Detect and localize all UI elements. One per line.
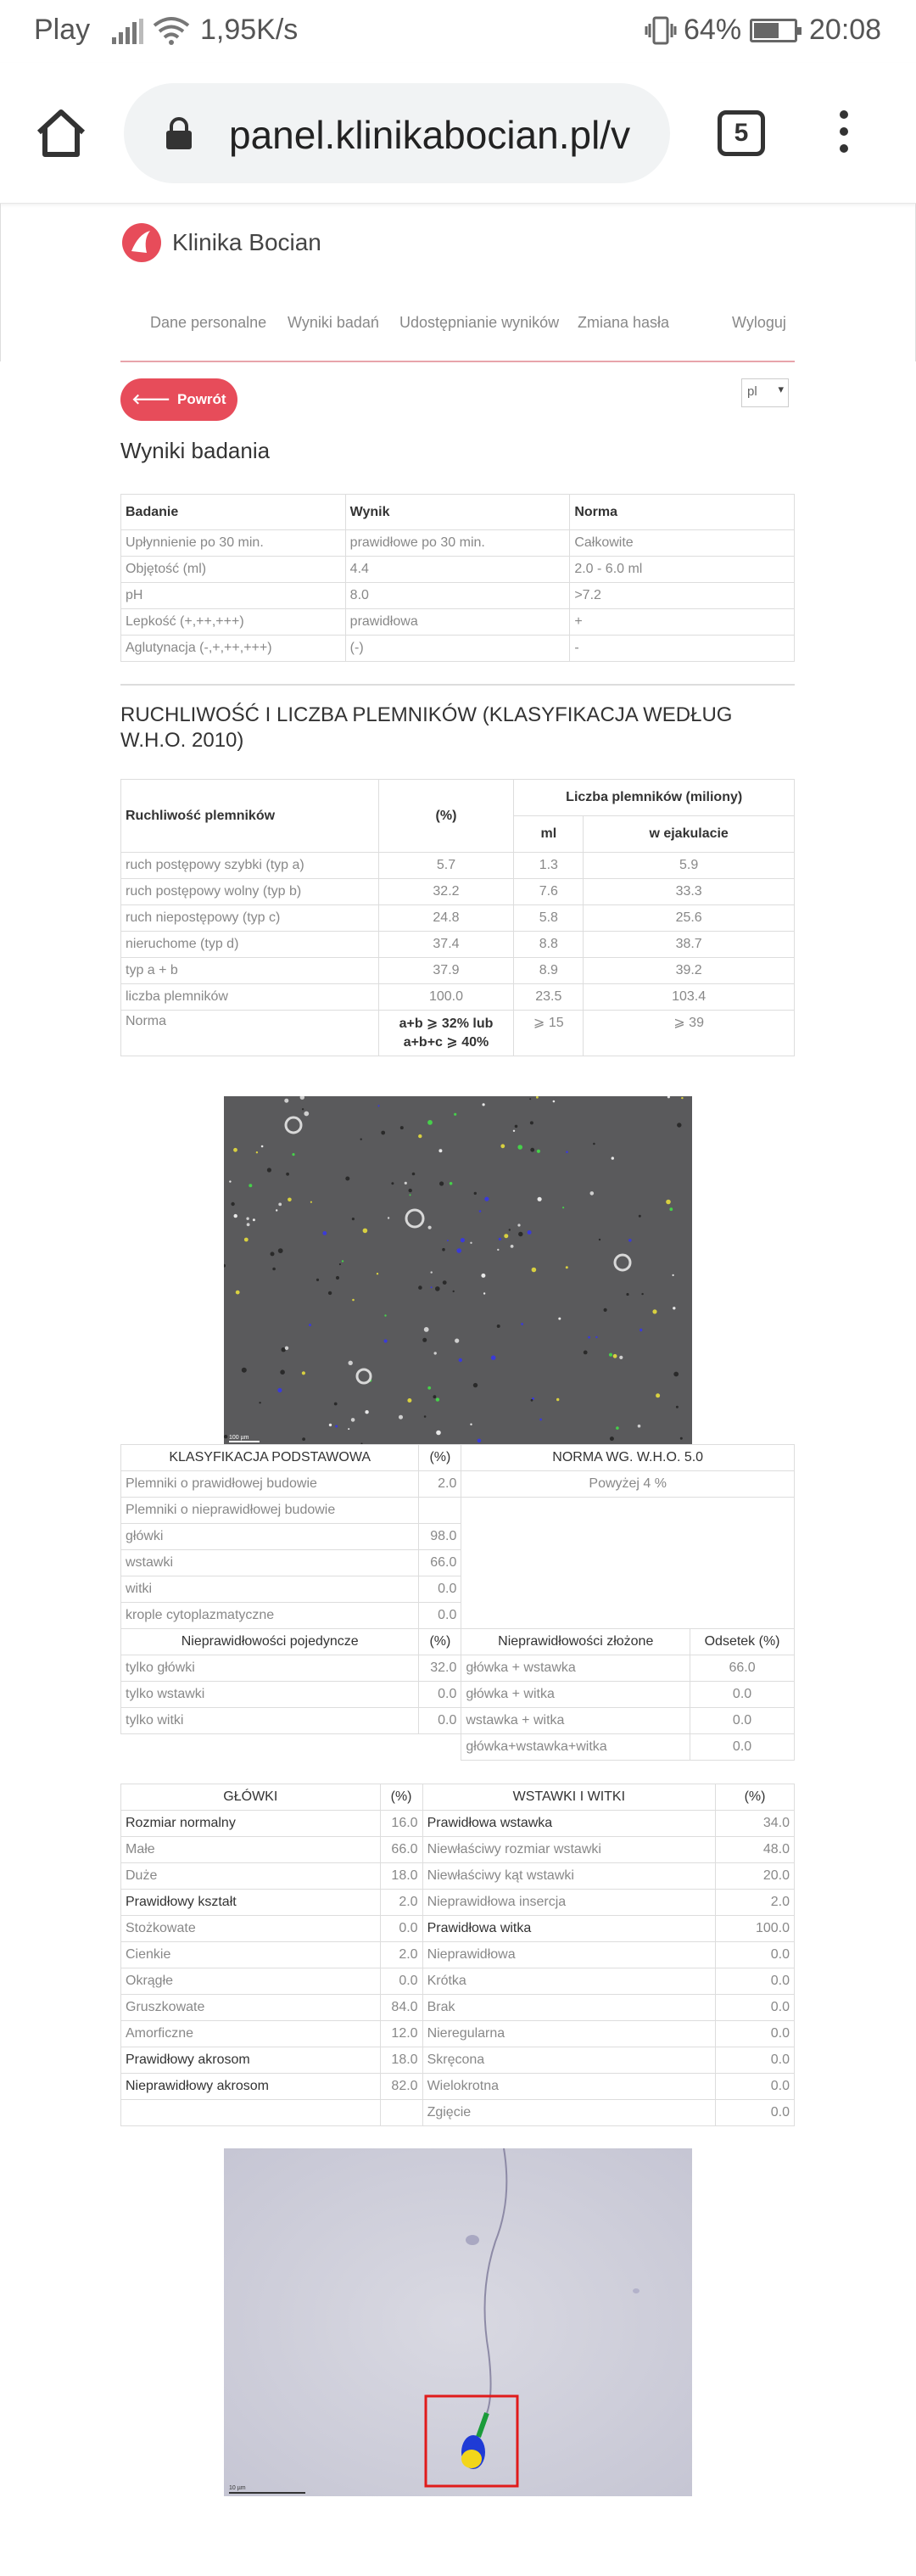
head-value: 12.0: [380, 2021, 422, 2047]
table-row: [121, 557, 795, 583]
more-menu-icon[interactable]: [831, 107, 857, 161]
motility-ml: 1.3: [514, 853, 584, 879]
header-ejaculate: w ejakulacie: [584, 816, 795, 853]
test-name: Lepkość (+,++,+++): [121, 609, 346, 636]
morphology-basic-table: [120, 1444, 795, 1761]
single-label: tylko wstawki: [121, 1682, 419, 1708]
url-text[interactable]: panel.klinikabocian.pl/v: [229, 113, 631, 157]
logo-text: Klinika Bocian: [172, 229, 321, 255]
nav-logout[interactable]: Wyloguj: [732, 314, 786, 331]
motility-ml: 23.5: [514, 984, 584, 1011]
motility-ml: 8.9: [514, 958, 584, 984]
complex-label: główka+wstawka+witka: [461, 1734, 690, 1761]
single-label: tylko witki: [121, 1708, 419, 1734]
nav-change-password[interactable]: Zmiana hasła: [578, 314, 670, 331]
test-name: pH: [121, 583, 346, 609]
head-label: Amorficzne: [121, 2021, 381, 2047]
part-label: wstawki: [121, 1550, 419, 1576]
midpiece-value: 0.0: [716, 2100, 795, 2126]
header-divider: [120, 361, 795, 362]
motility-label: ruch postępowy szybki (typ a): [121, 853, 379, 879]
head-value: [380, 2100, 422, 2126]
midpiece-label: Prawidłowa witka: [422, 1916, 716, 1942]
test-result: prawidłowe po 30 min.: [345, 530, 570, 557]
header-complex-abnormalities: Nieprawidłowości złożone: [461, 1629, 690, 1655]
wifi-icon: [153, 15, 190, 46]
stork-logo-icon: [121, 222, 162, 263]
head-value: 0.0: [380, 1968, 422, 1995]
header-result: Wynik: [345, 495, 570, 530]
clinic-logo[interactable]: [121, 222, 321, 263]
midpiece-value: 0.0: [716, 1942, 795, 1968]
test-norm: +: [570, 609, 795, 636]
nav-results[interactable]: Wyniki badań: [288, 314, 379, 331]
header-midpieces-tails: WSTAWKI I WITKI: [422, 1784, 716, 1811]
motility-pct: 37.4: [378, 932, 514, 958]
signal-icon: [112, 19, 143, 44]
clock: 20:08: [809, 14, 882, 46]
midpiece-label: Nieprawidłowa: [422, 1942, 716, 1968]
midpiece-label: Brak: [422, 1995, 716, 2021]
single-value: 0.0: [419, 1682, 461, 1708]
midpiece-label: Niewłaściwy kąt wstawki: [422, 1863, 716, 1890]
network-speed: 1,95K/s: [200, 14, 299, 46]
head-value: 18.0: [380, 1863, 422, 1890]
header-pct: (%): [716, 1784, 795, 1811]
head-label: Gruszkowate: [121, 1995, 381, 2021]
single-value: 32.0: [419, 1655, 461, 1682]
motility-pct: 32.2: [378, 879, 514, 905]
scale-bar-label: 10 µm: [229, 2485, 246, 2491]
table-row: [121, 636, 795, 662]
who-norm-value: Powyżej 4 %: [461, 1471, 795, 1498]
motility-label: nieruchome (typ d): [121, 932, 379, 958]
table-row: [121, 2074, 795, 2100]
midpiece-value: 0.0: [716, 2021, 795, 2047]
language-select[interactable]: pl ▾: [741, 378, 789, 407]
status-bar: [0, 0, 916, 63]
test-result: (-): [345, 636, 570, 662]
table-row: [121, 1734, 795, 1761]
home-icon[interactable]: [32, 104, 90, 161]
header-pct: (%): [419, 1445, 461, 1471]
head-label: Nieprawidłowy akrosom: [121, 2074, 381, 2100]
head-value: 66.0: [380, 1837, 422, 1863]
header-heads: GŁÓWKI: [121, 1784, 381, 1811]
header-ml: ml: [514, 816, 584, 853]
motility-section-title: RUCHLIWOŚĆ I LICZBA PLEMNIKÓW (KLASYFIKACJA WEDŁUG W.H.O. 2010): [120, 703, 733, 752]
complex-label: główka + witka: [461, 1682, 690, 1708]
scale-bar: [229, 1441, 260, 1442]
midpiece-label: Krótka: [422, 1968, 716, 1995]
part-label: krople cytoplazmatyczne: [121, 1603, 419, 1629]
table-row: [121, 958, 795, 984]
head-value: 2.0: [380, 1890, 422, 1916]
norm-ml: ⩾ 15: [514, 1011, 584, 1056]
table-row: [121, 1011, 795, 1056]
test-result: prawidłowa: [345, 609, 570, 636]
abnormal-morphology-label: Plemniki o nieprawidłowej budowie: [121, 1498, 419, 1524]
back-button[interactable]: [120, 378, 237, 421]
head-label: Okrągłe: [121, 1968, 381, 1995]
table-header-row: [121, 1445, 795, 1471]
normal-morphology-value: 2.0: [419, 1471, 461, 1498]
midpiece-label: Zgięcie: [422, 2100, 716, 2126]
header-pct: (%): [380, 1784, 422, 1811]
single-sperm-image: [224, 2148, 692, 2496]
head-label: Cienkie: [121, 1942, 381, 1968]
table-row: [121, 1498, 795, 1524]
table-row: [121, 905, 795, 932]
midpiece-value: 0.0: [716, 1995, 795, 2021]
table-row: [121, 2021, 795, 2047]
head-value: 16.0: [380, 1811, 422, 1837]
norm-label: Norma: [121, 1011, 379, 1056]
motility-label: liczba plemników: [121, 984, 379, 1011]
table-row: [121, 2100, 795, 2126]
motility-ejaculate: 38.7: [584, 932, 795, 958]
header-pct: (%): [419, 1629, 461, 1655]
single-value: 0.0: [419, 1708, 461, 1734]
motility-label: typ a + b: [121, 958, 379, 984]
motility-pct: 24.8: [378, 905, 514, 932]
motility-ejaculate: 5.9: [584, 853, 795, 879]
table-header-row: [121, 1784, 795, 1811]
head-label: Rozmiar normalny: [121, 1811, 381, 1837]
section-divider: [120, 684, 795, 686]
motility-ml: 5.8: [514, 905, 584, 932]
complex-value: 66.0: [690, 1655, 795, 1682]
motility-ejaculate: 39.2: [584, 958, 795, 984]
header-motility: Ruchliwość plemników: [121, 780, 379, 853]
head-value: 0.0: [380, 1916, 422, 1942]
midpiece-value: 2.0: [716, 1890, 795, 1916]
midpiece-value: 48.0: [716, 1837, 795, 1863]
table-row: [121, 1968, 795, 1995]
motility-label: ruch niepostępowy (typ c): [121, 905, 379, 932]
complex-value: 0.0: [690, 1734, 795, 1761]
motility-ejaculate: 33.3: [584, 879, 795, 905]
test-norm: Całkowite: [570, 530, 795, 557]
head-value: 82.0: [380, 2074, 422, 2100]
norm-ejaculate: ⩾ 39: [584, 1011, 795, 1056]
header-single-abnormalities: Nieprawidłowości pojedyncze: [121, 1629, 419, 1655]
complex-label: wstawka + witka: [461, 1708, 690, 1734]
table-row: [121, 1811, 795, 1837]
battery-fill: [754, 23, 779, 38]
complex-value: 0.0: [690, 1682, 795, 1708]
test-name: Upłynnienie po 30 min.: [121, 530, 346, 557]
table-row: [121, 879, 795, 905]
test-norm: >7.2: [570, 583, 795, 609]
motility-ejaculate: 25.6: [584, 905, 795, 932]
table-row: [121, 530, 795, 557]
head-value: 2.0: [380, 1942, 422, 1968]
midpiece-label: Nieregularna: [422, 2021, 716, 2047]
table-row: [121, 853, 795, 879]
page-title: Wyniki badania: [120, 438, 271, 463]
table-row: [121, 1890, 795, 1916]
motility-pct: 100.0: [378, 984, 514, 1011]
table-row: [121, 1471, 795, 1498]
browser-toolbar: [0, 63, 916, 204]
test-name: Aglutynacja (-,+,++,+++): [121, 636, 346, 662]
head-label: Duże: [121, 1863, 381, 1890]
tab-switcher-button[interactable]: 5: [718, 110, 765, 156]
single-label: tylko główki: [121, 1655, 419, 1682]
midpiece-value: 0.0: [716, 2074, 795, 2100]
carrier-name: Play: [34, 14, 91, 46]
header-who-norm: NORMA WG. W.H.O. 5.0: [461, 1445, 795, 1471]
site-header: [0, 204, 916, 361]
norm-pct: a+b ⩾ 32% lub a+b+c ⩾ 40%: [378, 1011, 514, 1056]
table-row: [121, 1682, 795, 1708]
midpiece-label: Niewłaściwy rozmiar wstawki: [422, 1837, 716, 1863]
table-row: [121, 1916, 795, 1942]
head-label: Prawidłowy kształt: [121, 1890, 381, 1916]
motility-pct: 5.7: [378, 853, 514, 879]
heads-midpieces-table: [120, 1784, 795, 2126]
motility-table: [120, 779, 795, 1056]
table-row: [121, 1995, 795, 2021]
midpiece-label: Skręcona: [422, 2047, 716, 2074]
part-label: witki: [121, 1576, 419, 1603]
table-row: [121, 2047, 795, 2074]
midpiece-label: Nieprawidłowa insercja: [422, 1890, 716, 1916]
test-result: 8.0: [345, 583, 570, 609]
midpiece-label: Prawidłowa wstawka: [422, 1811, 716, 1837]
header-basic-classification: KLASYFIKACJA PODSTAWOWA: [121, 1445, 419, 1471]
head-label: Stożkowate: [121, 1916, 381, 1942]
header-norm: Norma: [570, 495, 795, 530]
test-name: Objętość (ml): [121, 557, 346, 583]
table-row: [121, 984, 795, 1011]
microscope-image-morphology: [224, 2148, 692, 2496]
vibrate-icon: [645, 15, 677, 46]
part-value: 98.0: [419, 1524, 461, 1550]
table-row: [121, 1655, 795, 1682]
complex-label: główka + wstawka: [461, 1655, 690, 1682]
battery-icon: [750, 19, 797, 42]
header-pct: (%): [378, 780, 514, 853]
scale-bar-label: 100 µm: [229, 1435, 249, 1441]
nav-personal-data[interactable]: Dane personalne: [150, 314, 267, 331]
table-row: [121, 1837, 795, 1863]
microscope-image-motility: [224, 1096, 692, 1444]
scale-bar: [229, 2492, 305, 2494]
table-row: [121, 1942, 795, 1968]
head-label: [121, 2100, 381, 2126]
table-header-row: [121, 780, 795, 816]
table-row: [121, 1708, 795, 1734]
motility-label: ruch postępowy wolny (typ b): [121, 879, 379, 905]
table-row: [121, 932, 795, 958]
motility-pct: 37.9: [378, 958, 514, 984]
midpiece-value: 100.0: [716, 1916, 795, 1942]
back-button-label: Powrót: [176, 391, 226, 407]
midpiece-value: 20.0: [716, 1863, 795, 1890]
head-value: 18.0: [380, 2047, 422, 2074]
part-value: 66.0: [419, 1550, 461, 1576]
head-value: 84.0: [380, 1995, 422, 2021]
nav-share-results[interactable]: Udostępnianie wyników: [399, 314, 560, 331]
part-value: 0.0: [419, 1576, 461, 1603]
battery-percent: 64%: [684, 14, 742, 46]
arrow-left-icon: 🡐: [131, 391, 170, 407]
table-header-row: [121, 1629, 795, 1655]
table-header-row: [121, 495, 795, 530]
part-value: 0.0: [419, 1603, 461, 1629]
head-label: Małe: [121, 1837, 381, 1863]
table-row: [121, 1863, 795, 1890]
basic-results-table: [120, 494, 795, 662]
test-norm: -: [570, 636, 795, 662]
test-norm: 2.0 - 6.0 ml: [570, 557, 795, 583]
midpiece-label: Wielokrotna: [422, 2074, 716, 2100]
lock-icon: [165, 117, 193, 151]
normal-morphology-label: Plemniki o prawidłowej budowie: [121, 1471, 419, 1498]
midpiece-value: 0.0: [716, 2047, 795, 2074]
part-label: główki: [121, 1524, 419, 1550]
header-rate: Odsetek (%): [690, 1629, 795, 1655]
midpiece-value: 0.0: [716, 1968, 795, 1995]
test-result: 4.4: [345, 557, 570, 583]
motility-ml: 8.8: [514, 932, 584, 958]
table-row: [121, 609, 795, 636]
midpiece-value: 34.0: [716, 1811, 795, 1837]
address-bar[interactable]: [124, 83, 670, 183]
head-label: Prawidłowy akrosom: [121, 2047, 381, 2074]
complex-value: 0.0: [690, 1708, 795, 1734]
motility-ml: 7.6: [514, 879, 584, 905]
table-row: [121, 583, 795, 609]
sperm-field-image: [224, 1096, 692, 1444]
motility-ejaculate: 103.4: [584, 984, 795, 1011]
header-test: Badanie: [121, 495, 346, 530]
header-count: Liczba plemników (miliony): [514, 780, 795, 816]
